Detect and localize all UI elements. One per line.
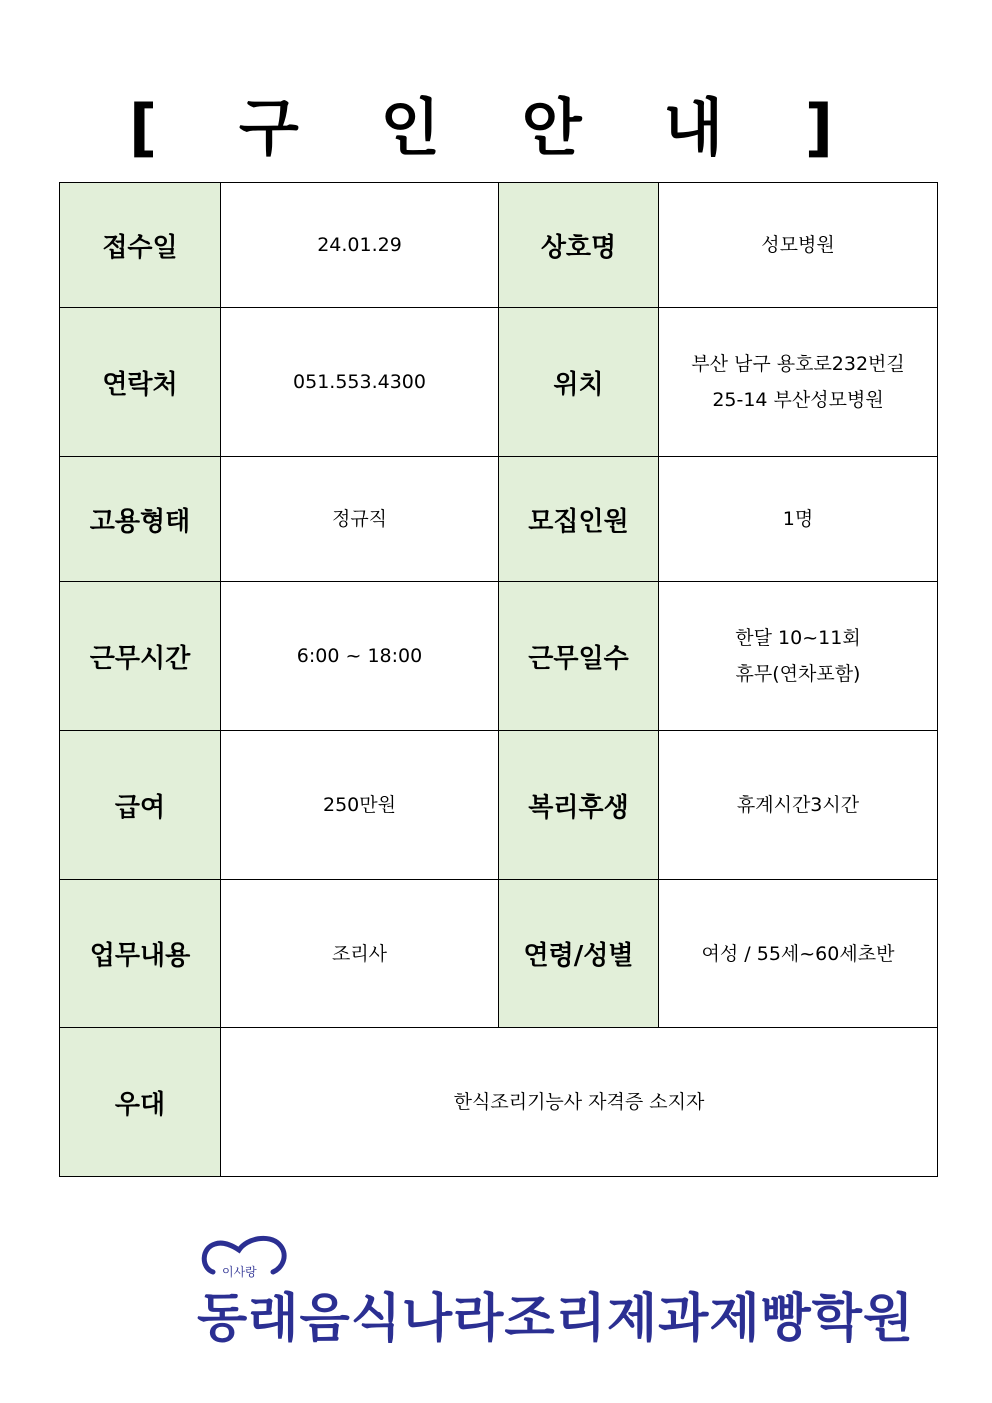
academy-logo [195, 1232, 915, 1349]
label-receipt-date: 접수일 [60, 183, 221, 308]
label-company-name: 상호명 [499, 183, 659, 308]
label-benefits: 복리후생 [499, 731, 659, 880]
table-row-work-hours [60, 582, 938, 731]
table-row-employment-type [60, 457, 938, 582]
job-posting-table [59, 182, 938, 1177]
value-company-name: 성모병원 [659, 183, 938, 308]
value-salary: 250만원 [221, 731, 499, 880]
value-location-line2: 25-14 부산성모병원 [712, 389, 884, 411]
label-employment-type: 고용형태 [60, 457, 221, 582]
value-contact: 051.553.4300 [221, 308, 499, 457]
table-row-receipt-date [60, 183, 938, 308]
value-location-line1: 부산 남구 용호로232번길 [691, 353, 905, 375]
label-contact: 연락처 [60, 308, 221, 457]
table-row-job-duties [60, 880, 938, 1028]
logo-text: 동래음식나라조리제과제빵학원 [197, 1289, 915, 1349]
value-job-duties: 조리사 [221, 880, 499, 1028]
value-work-days [659, 582, 938, 731]
value-work-hours: 6:00 ~ 18:00 [221, 582, 499, 731]
value-preference: 한식조리기능사 자격증 소지자 [221, 1028, 938, 1177]
label-age-gender: 연령/성별 [499, 880, 659, 1028]
label-preference: 우대 [60, 1028, 221, 1177]
page-title: [ 구 인 안 내 ] [128, 91, 864, 164]
label-work-hours: 근무시간 [60, 582, 221, 731]
table-row-preference [60, 1028, 938, 1177]
value-work-days-line1: 한달 10~11회 [735, 627, 861, 649]
value-work-days-line2: 휴무(연차포함) [735, 663, 861, 685]
value-age-gender: 여성 / 55세~60세초반 [659, 880, 938, 1028]
table-row-salary [60, 731, 938, 880]
label-recruit-count: 모집인원 [499, 457, 659, 582]
table-row-contact [60, 308, 938, 457]
label-salary: 급여 [60, 731, 221, 880]
value-receipt-date: 24.01.29 [221, 183, 499, 308]
label-location: 위치 [499, 308, 659, 457]
value-employment-type: 정규직 [221, 457, 499, 582]
logo-small-text: 이사랑 [222, 1265, 257, 1279]
label-work-days: 근무일수 [499, 582, 659, 731]
value-location [659, 308, 938, 457]
value-benefits: 휴계시간3시간 [659, 731, 938, 880]
value-recruit-count: 1명 [659, 457, 938, 582]
label-job-duties: 업무내용 [60, 880, 221, 1028]
